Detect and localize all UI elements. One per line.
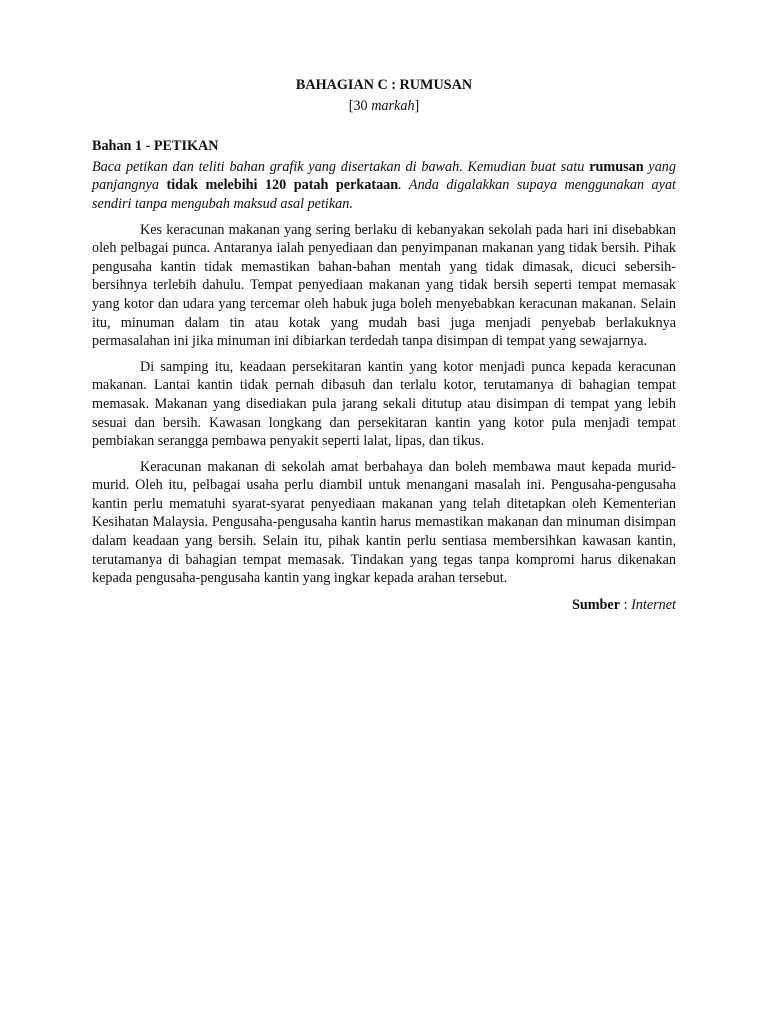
instruction-part-1: Baca petikan dan teliti bahan grafik yang disertakan di bawah. Kemudian buat satu [92,158,590,175]
document-page [92,76,676,614]
instruction-text [92,158,676,214]
source-separator: : [620,596,632,613]
marks-close: ] [414,97,420,114]
page-title: BAHAGIAN C : RUMUSAN [295,77,473,93]
paragraph-2: Di samping itu, keadaan persekitaran kantin yang kotor menjadi punca kepada keracunan makanan. Lantai kantin tidak pernah dibasuh dan terlalu kotor, terutamanya di bahagian tempat memasak. Makanan yang disediakan pula jarang sekali ditutup atau disimpan di tempat yang lebih sesuai dan bersih. Kawasan longkang dan persekitaran kantin yang kotor pula menjadi tempat pembiakan serangga pembawa penyakit seperti lalat, lipas, dan tikus. [92,358,676,450]
section-title: Bahan 1 - PETIKAN [92,138,219,155]
source-line [92,596,676,615]
marks-open: [30 [348,97,372,114]
instruction-part-2: yang panjangnya [92,158,676,194]
source-value: Internet [631,596,676,613]
paragraph-3: Keracunan makanan di sekolah amat berbahaya dan boleh membawa maut kepada murid-murid. Oleh itu, pelbagai usaha perlu diambil untuk menangani masalah ini. Pengusaha-pengusaha kantin perlu mematuhi syarat-syarat penyediaan makanan yang telah ditetapkan oleh Kementerian Kesihatan Malaysia. Pengusaha-pengusaha kantin harus memastikan makanan dan minuman disimpan dalam keadaan yang bersih. Selain itu, pihak kantin perlu sentiasa membersihkan kawasan kantin, terutamanya di bahagian tempat memasak. Tindakan yang tegas tanpa kompromi harus dikenakan kepada pengusaha-pengusaha kantin yang ingkar kepada arahan tersebut. [92,458,676,587]
instruction-part-3: . Anda digalakkan supaya menggunakan ayat sendiri tanpa mengubah maksud asal petikan. [92,177,676,212]
paragraph-1: Kes keracunan makanan yang sering berlaku di kebanyakan sekolah pada hari ini disebabkan oleh pelbagai punca. Antaranya ialah penyediaan dan penyimpanan makanan yang tidak bersih. Pihak pengusaha kantin tidak memastikan bahan-bahan mentah yang tidak dimasak, dicuci sebersih-bersihnya terlebih dahulu. Tempat penyediaan makanan yang tidak bersih seperti tempat memasak yang kotor dan udara yang tercemar oleh habuk juga boleh menyebabkan keracunan makanan. Selain itu, minuman dalam tin atau kotak yang mudah basi juga menjadi penyebab berlakuknya permasalahan ini jika minuman ini dibiarkan terdedah tanpa disimpan di tempat yang sewajarnya. [92,221,676,350]
instruction-bold-2: tidak melebihi 120 patah perkataan [166,177,399,194]
marks-label [92,97,676,116]
instruction-bold-1: rumusan [589,158,644,175]
source-label: Sumber [571,596,621,613]
marks-word: markah [371,97,415,114]
